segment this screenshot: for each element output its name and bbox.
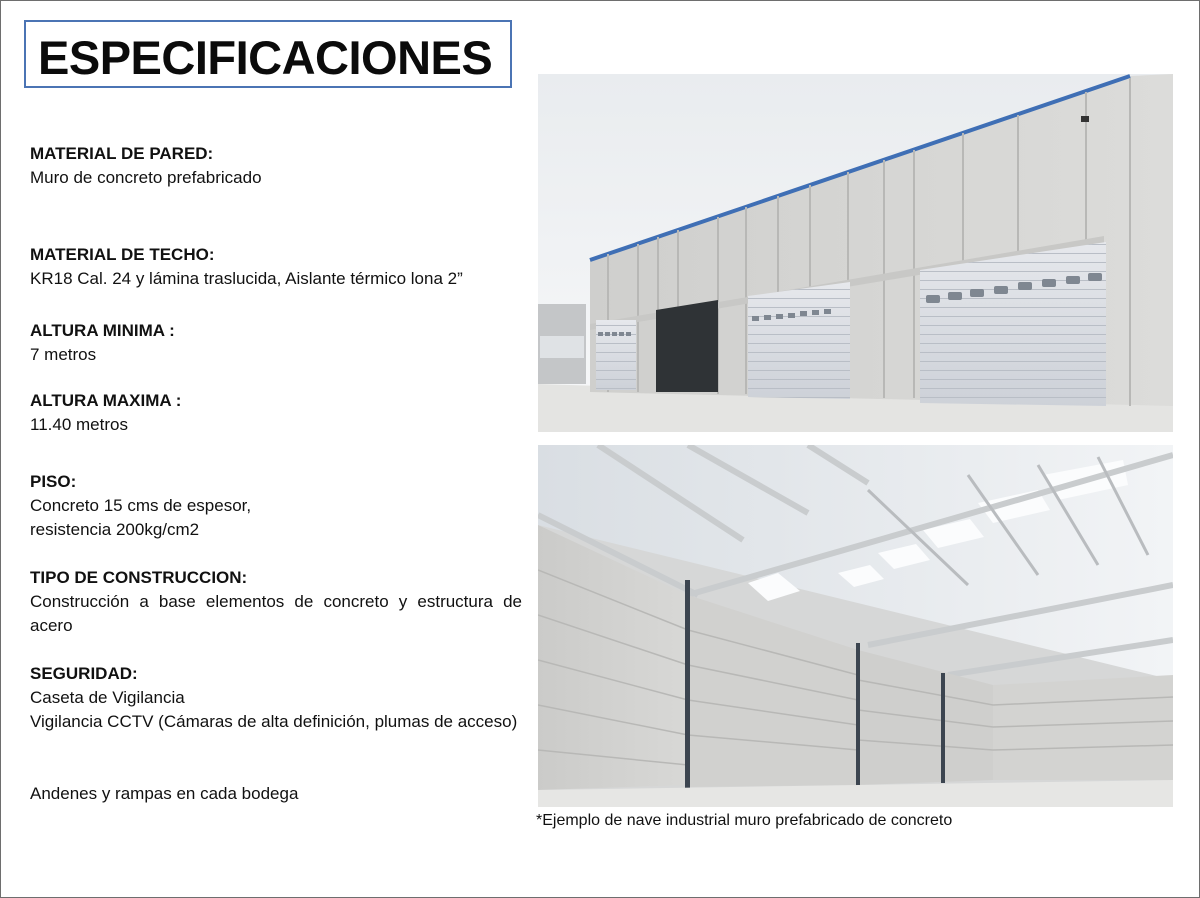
spec-value: 7 metros xyxy=(30,345,97,364)
spec-label: MATERIAL DE PARED: xyxy=(30,144,214,163)
spec-wall-material xyxy=(30,142,522,190)
spec-label: SEGURIDAD: xyxy=(30,664,138,683)
spec-value: Caseta de Vigilancia xyxy=(30,688,185,707)
spec-value: KR18 Cal. 24 y lámina traslucida, Aislante térmico lona 2” xyxy=(30,269,463,288)
spec-value: resistencia 200kg/cm2 xyxy=(30,520,200,539)
spec-label: ALTURA MINIMA : xyxy=(30,321,175,340)
photo-caption: *Ejemplo de nave industrial muro prefabricado de concreto xyxy=(536,812,953,829)
warehouse-exterior-photo xyxy=(538,74,1173,432)
page-title: ESPECIFICACIONES xyxy=(38,31,493,84)
spec-value: Concreto 15 cms de espesor, xyxy=(30,496,252,515)
spec-roof-material xyxy=(30,243,522,291)
spec-value: 11.40 metros xyxy=(30,415,128,434)
spec-value: Muro de concreto prefabricado xyxy=(30,168,262,187)
spec-label: TIPO DE CONSTRUCCION: xyxy=(30,568,248,587)
spec-value: Construcción a base elementos de concreto y estructura de acero xyxy=(30,592,522,635)
warehouse-interior-photo xyxy=(538,445,1173,807)
spec-security xyxy=(30,662,522,734)
spec-max-height xyxy=(30,389,522,437)
spec-label: ALTURA MAXIMA : xyxy=(30,391,182,410)
spec-construction-type xyxy=(30,566,522,638)
spec-min-height xyxy=(30,319,522,367)
spec-label: MATERIAL DE TECHO: xyxy=(30,245,215,264)
title-box xyxy=(24,20,512,88)
spec-value: Vigilancia CCTV (Cámaras de alta definición, plumas de acceso) xyxy=(30,712,518,731)
spec-floor xyxy=(30,470,522,542)
spec-value: Andenes y rampas en cada bodega xyxy=(30,784,299,803)
spec-label: PISO: xyxy=(30,472,77,491)
spec-docks-note xyxy=(30,782,522,806)
